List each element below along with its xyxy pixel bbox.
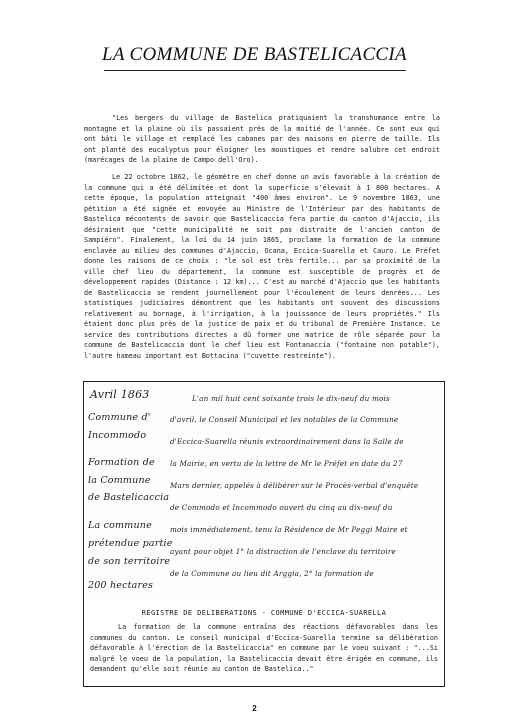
manuscript-line: de Commodo et Incommodo ouvert du cinq au dix-neuf du — [170, 503, 393, 512]
manuscript-line: Mars dernier, appelés à délibérer sur le Procès-verbal d'enquête — [170, 481, 419, 490]
manuscript-heading: Avril 1863 — [90, 388, 150, 401]
margin-note: de Bastelicaccia — [88, 492, 170, 503]
manuscript-line: de la Commune au lieu dit Arggia, 2° la formation de — [170, 569, 374, 578]
margin-note: prétendue partie — [88, 538, 173, 549]
margin-note: La commune — [88, 520, 152, 531]
page-title: LA COMMUNE DE BASTELICACCIA — [102, 44, 407, 65]
manuscript-image — [84, 382, 444, 600]
page-number: 2 — [252, 704, 257, 713]
manuscript-line: d'avril, le Conseil Municipal et les notables de la Commune — [170, 415, 399, 424]
manuscript-line: la Mairie, en vertu de la lettre de Mr le Préfet en date du 27 — [170, 459, 403, 468]
margin-note: Formation de — [88, 457, 155, 468]
margin-note: la Commune — [88, 475, 151, 486]
margin-note: 200 hectares — [88, 580, 154, 591]
margin-note: Incommodo — [88, 430, 147, 441]
history-paragraph-text: Le 22 octobre 1862, le géomètre en chef donne un avis favorable à la création de la commune qui a été délimitée et dont la superficie s'élevait à 1 800 hectares. A cette époque, la population atteignait "400 âmes environ". Le 9 novembre 1863, une pétition a été signée et envoyée au Ministre de l'Intérieur par des habitants de Bastelica mécontents de savoir que Bastelicaccia fera partie du canton d'Ajaccio, ils désiraient que "cette municipalité ne soit pas distraite de l'ancien canton de Sampiéro". Finalement, la loi du 14 juin 1865, proclame la formation de la commune enclavée au milieu des communes d'Ajaccio, Ocana, Eccica-Suarella et Cauro. Le Préfet donne les raisons de ce choix : "le sol est très fertile... par sa proximité de la ville chef lieu du département, la commune est susceptible de progrès et de développement rapides (Distance : 12 km)... C'est au marché d'Ajaccio que les habitants de Bastelicaccia se rendent journellement pour l'écoulement de leurs denrées... Les statistiques judiciaires démontrent que les habitants ont souvent des discussions relativement au bornage, à l'irrigation, à la jouissance de leurs propriétés." Ils étaient donc plus près de la justice de paix et du tribunal de Première Instance. Le service des contributions directes a dû former une matrice de rôle séparée pour la commune de Bastelicaccia dont le chef lieu est Fontanaccia ("fontaine non potable"), l'autre hameau important est Bottacina ("cuvette restreinte"). — [84, 173, 440, 360]
intro-paragraph-text: "Les bergers du village de Bastelica pratiquaient la transhumance entre la montagne et la plaine où ils passaient près de la moitié de l'année. Ce sont eux qui ont bâti le village et remplacé les cabanes par des maisons en pierre de taille. Ils ont planté des eucalyptus pour éloigner les moustiques et rendre salubre cet endroit (marécages de la plaine de Campo dell'Oro). — [84, 114, 440, 164]
figure-caption: REGISTRE DE DELIBERATIONS - COMMUNE D'ECCICA-SUARELLA — [141, 609, 387, 617]
figure-caption-text — [90, 622, 438, 675]
manuscript-line: L'an mil huit cent soixante trois le dix-neuf du mois — [192, 394, 390, 403]
manuscript-line: d'Eccica-Suarella réunis extraordinairement dans la Salle de — [170, 437, 404, 446]
title-underline — [104, 70, 406, 71]
history-paragraph — [84, 172, 440, 361]
manuscript-line: mois immédiatement, tenu la Résidence de Mr Peggi Maire et — [170, 525, 408, 534]
manuscript-line: ayant pour objet 1° la distraction de l'enclave du territoire — [170, 547, 396, 556]
margin-note: de son territoire — [88, 556, 171, 567]
margin-note: Commune d' — [88, 412, 151, 423]
intro-paragraph — [84, 113, 440, 166]
figure-caption-body: La formation de la commune entraîna des réactions défavorables dans les communes du canton. Le conseil municipal d'Eccica-Suarella termine sa délibération défavorable à l'érection de la Bastelicaccia" en commune par le voeu suivant : "...Si malgré le voeu de la population, la Bastelicaccia devait être érigée en commune, ils demandent qu'elle soit réunie au canton de Bastelica.." — [90, 623, 438, 673]
